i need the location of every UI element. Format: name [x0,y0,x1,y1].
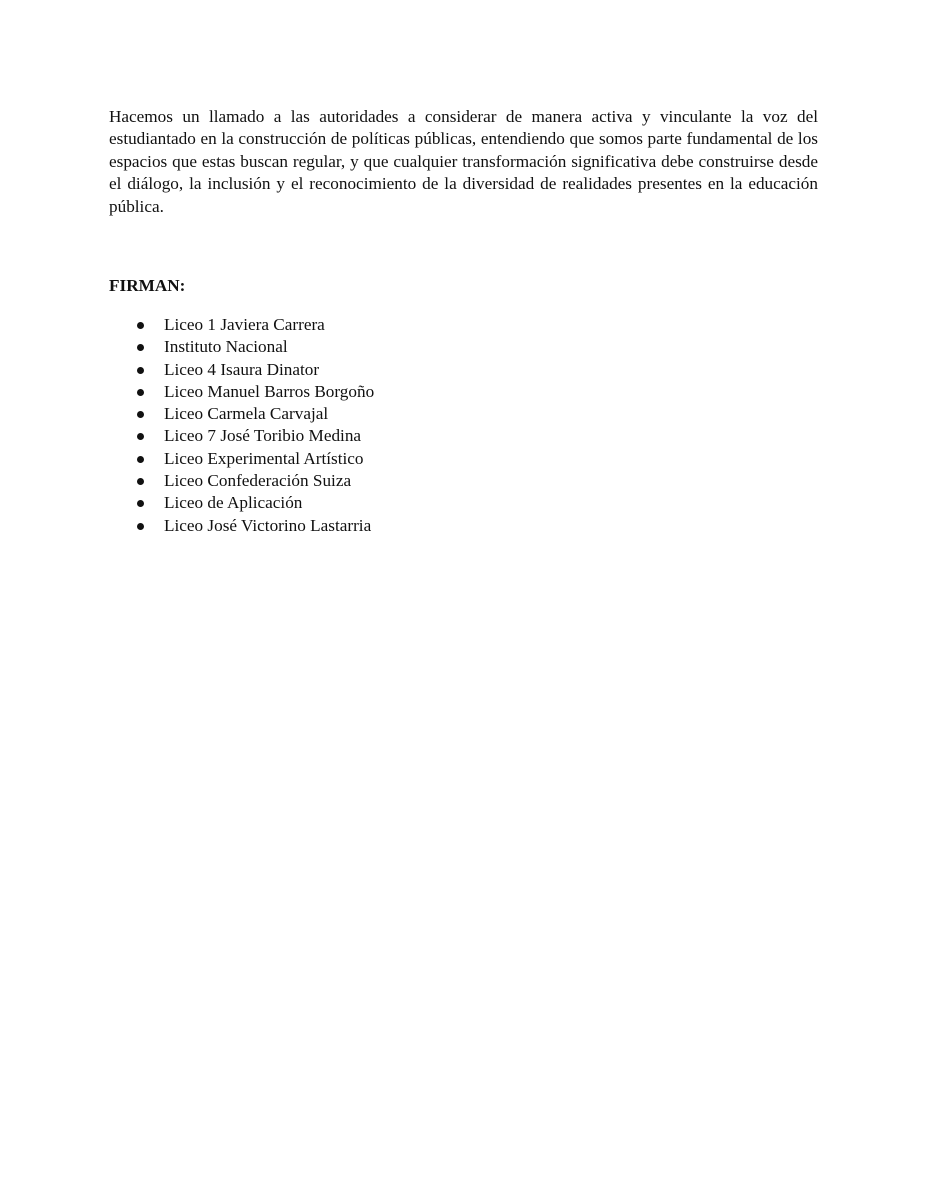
bullet-icon [137,322,144,329]
signer-name: Liceo José Victorino Lastarria [164,515,372,535]
bullet-icon [137,478,144,485]
signer-name: Liceo 7 José Toribio Medina [164,426,362,446]
signer-name: Liceo Experimental Artístico [164,448,364,468]
signer-name: Liceo Carmela Carvajal [164,404,329,424]
signer-name: Instituto Nacional [164,337,288,357]
bullet-icon [137,500,144,507]
signer-name: Liceo Manuel Barros Borgoño [164,381,375,401]
signer-name: Liceo de Aplicación [164,493,303,513]
bullet-icon [137,389,144,396]
bullet-icon [137,367,144,374]
signers-heading: FIRMAN: [109,276,186,295]
signer-name: Liceo 4 Isaura Dinator [164,359,320,379]
signer-name: Liceo 1 Javiera Carrera [164,315,325,334]
bullet-icon [137,456,144,463]
bullet-icon [137,411,144,418]
statement-paragraph: Hacemos un llamado a las autoridades a considerar de manera activa y vinculante la voz del estudiantado en la construcción de políticas públicas, entendiendo que somos parte fundamental de los espacios que estas buscan regular, y que cualquier transformación significativa debe construirse desde el diálogo, la inclusión y el reconocimiento de la diversidad de realidades presentes en la educación pública. [109,107,818,216]
bullet-icon [137,523,144,530]
bullet-icon [137,344,144,351]
signer-name: Liceo Confederación Suiza [164,471,352,491]
bullet-icon [137,433,144,440]
